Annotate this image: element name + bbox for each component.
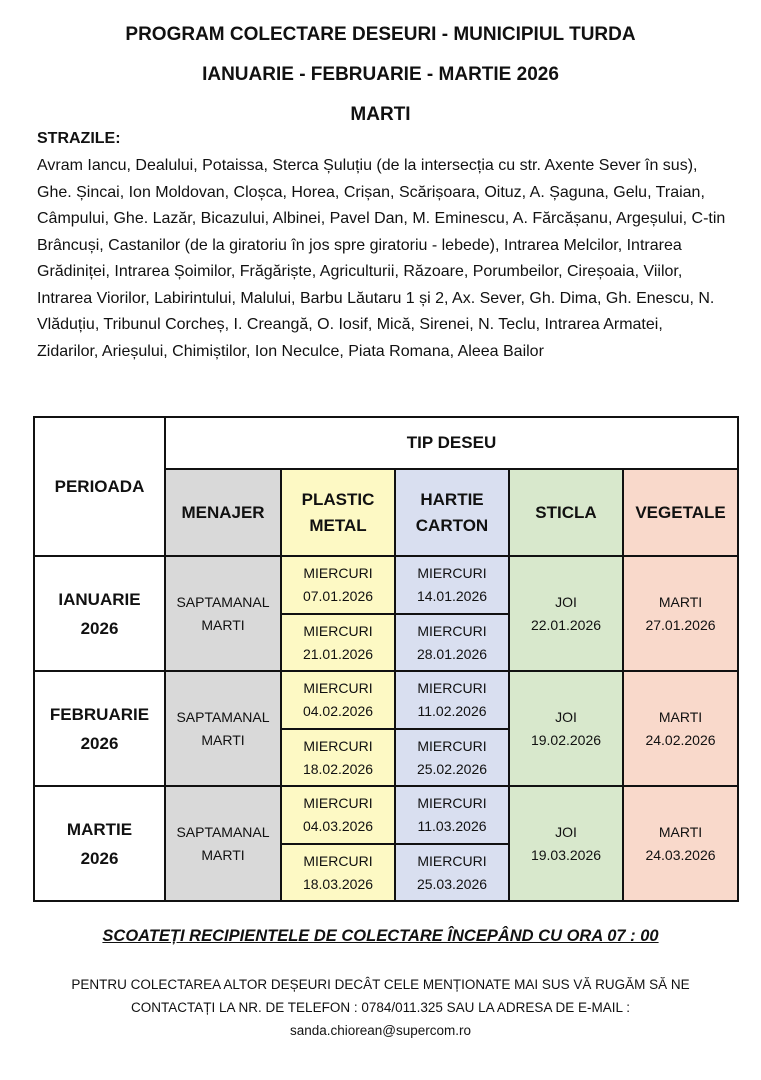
streets-list: Avram Iancu, Dealului, Potaissa, Sterca Șuluțiu (de la intersecția cu str. Axente Sever în sus), Ghe. Șincai, Ion Moldovan, Cloșca, Horea, Crișan, Scărișoara, Oituz, A. Șaguna, Gelu, Traian, Câmpului, Ghe. Lazăr, Bicazului, Albinei, Pavel Dan, M. Eminescu, A. Fărcășanu, Argeșului, C-tin Brâncuși, Castanilor (de la giratoriu în jos spre giratoriu - lebede), Intrarea Melcilor, Intrarea Grădiniței, Intrarea Șoimilor, Frăgăriște, Agriculturii, Răzoare, Porumbeilor, Cireșoaia, Viilor, Intrarea Viorilor, Labirintului, Malului, Barbu Lăutaru 1 și 2, Ax. Sever, Gh. Dima, Gh. Enescu, N. Vlăduțiu, Tribunul Corcheș, I. Creangă, O. Iosif, Mică, Sirenei, N. Teclu, Intrarea Armatei, Zidarilor, Arieșului, Chimiștilor, Ion Neculce, Piata Romana, Aleea Bailor xyxy=(37,157,726,360)
plastic-cell: MIERCURI 04.03.2026 xyxy=(281,786,395,844)
page-title: PROGRAM COLECTARE DESEURI - MUNICIPIUL TURDA xyxy=(125,24,636,45)
day-title: MARTI xyxy=(350,104,411,125)
sticla-cell: JOI 19.03.2026 xyxy=(509,786,623,901)
plastic-metal-header: PLASTIC METAL xyxy=(281,469,395,556)
hartie-cell: MIERCURI 11.02.2026 xyxy=(395,671,509,729)
menajer-header: MENAJER xyxy=(165,469,281,556)
hartie-cell: MIERCURI 14.01.2026 xyxy=(395,556,509,614)
tip-deseu-header: TIP DESEU xyxy=(165,417,738,469)
contact-email: sanda.chiorean@supercom.ro xyxy=(289,1023,472,1038)
month-cell: FEBRUARIE 2026 xyxy=(34,671,165,786)
vegetale-header: VEGETALE xyxy=(623,469,738,556)
sticla-cell: JOI 22.01.2026 xyxy=(509,556,623,671)
table-row xyxy=(34,786,738,844)
hartie-cell: MIERCURI 11.03.2026 xyxy=(395,786,509,844)
table-row xyxy=(34,671,738,729)
menajer-cell: SAPTAMANAL MARTI xyxy=(165,556,281,671)
plastic-cell: MIERCURI 18.02.2026 xyxy=(281,729,395,786)
vegetale-cell: MARTI 24.02.2026 xyxy=(623,671,738,786)
vegetale-cell: MARTI 27.01.2026 xyxy=(623,556,738,671)
hartie-cell: MIERCURI 28.01.2026 xyxy=(395,614,509,671)
plastic-cell: MIERCURI 18.03.2026 xyxy=(281,844,395,901)
menajer-cell: SAPTAMANAL MARTI xyxy=(165,671,281,786)
menajer-cell: SAPTAMANAL MARTI xyxy=(165,786,281,901)
contact-info xyxy=(40,973,721,1042)
sticla-header: STICLA xyxy=(509,469,623,556)
hartie-carton-header: HARTIE CARTON xyxy=(395,469,509,556)
plastic-cell: MIERCURI 04.02.2026 xyxy=(281,671,395,729)
contact-line-1: PENTRU COLECTAREA ALTOR DEȘEURI DECÂT CELE MENȚIONATE MAI SUS VĂ RUGĂM SĂ NE xyxy=(71,977,690,992)
hartie-cell: MIERCURI 25.02.2026 xyxy=(395,729,509,786)
perioada-header: PERIOADA xyxy=(34,417,165,556)
collection-notice: SCOATEȚI RECIPIENTELE DE COLECTARE ÎNCEPÂND CU ORA 07 : 00 xyxy=(102,927,659,945)
month-cell: IANUARIE 2026 xyxy=(34,556,165,671)
table-row xyxy=(34,556,738,614)
period-title: IANUARIE - FEBRUARIE - MARTIE 2026 xyxy=(202,64,559,85)
hartie-cell: MIERCURI 25.03.2026 xyxy=(395,844,509,901)
vegetale-cell: MARTI 24.03.2026 xyxy=(623,786,738,901)
contact-line-2: CONTACTAȚI LA NR. DE TELEFON : 0784/011.325 SAU LA ADRESA DE E-MAIL : xyxy=(131,1000,630,1015)
streets-label: STRAZILE: xyxy=(37,130,121,147)
plastic-cell: MIERCURI 21.01.2026 xyxy=(281,614,395,671)
sticla-cell: JOI 19.02.2026 xyxy=(509,671,623,786)
month-cell: MARTIE 2026 xyxy=(34,786,165,901)
plastic-cell: MIERCURI 07.01.2026 xyxy=(281,556,395,614)
schedule-table xyxy=(33,416,739,902)
